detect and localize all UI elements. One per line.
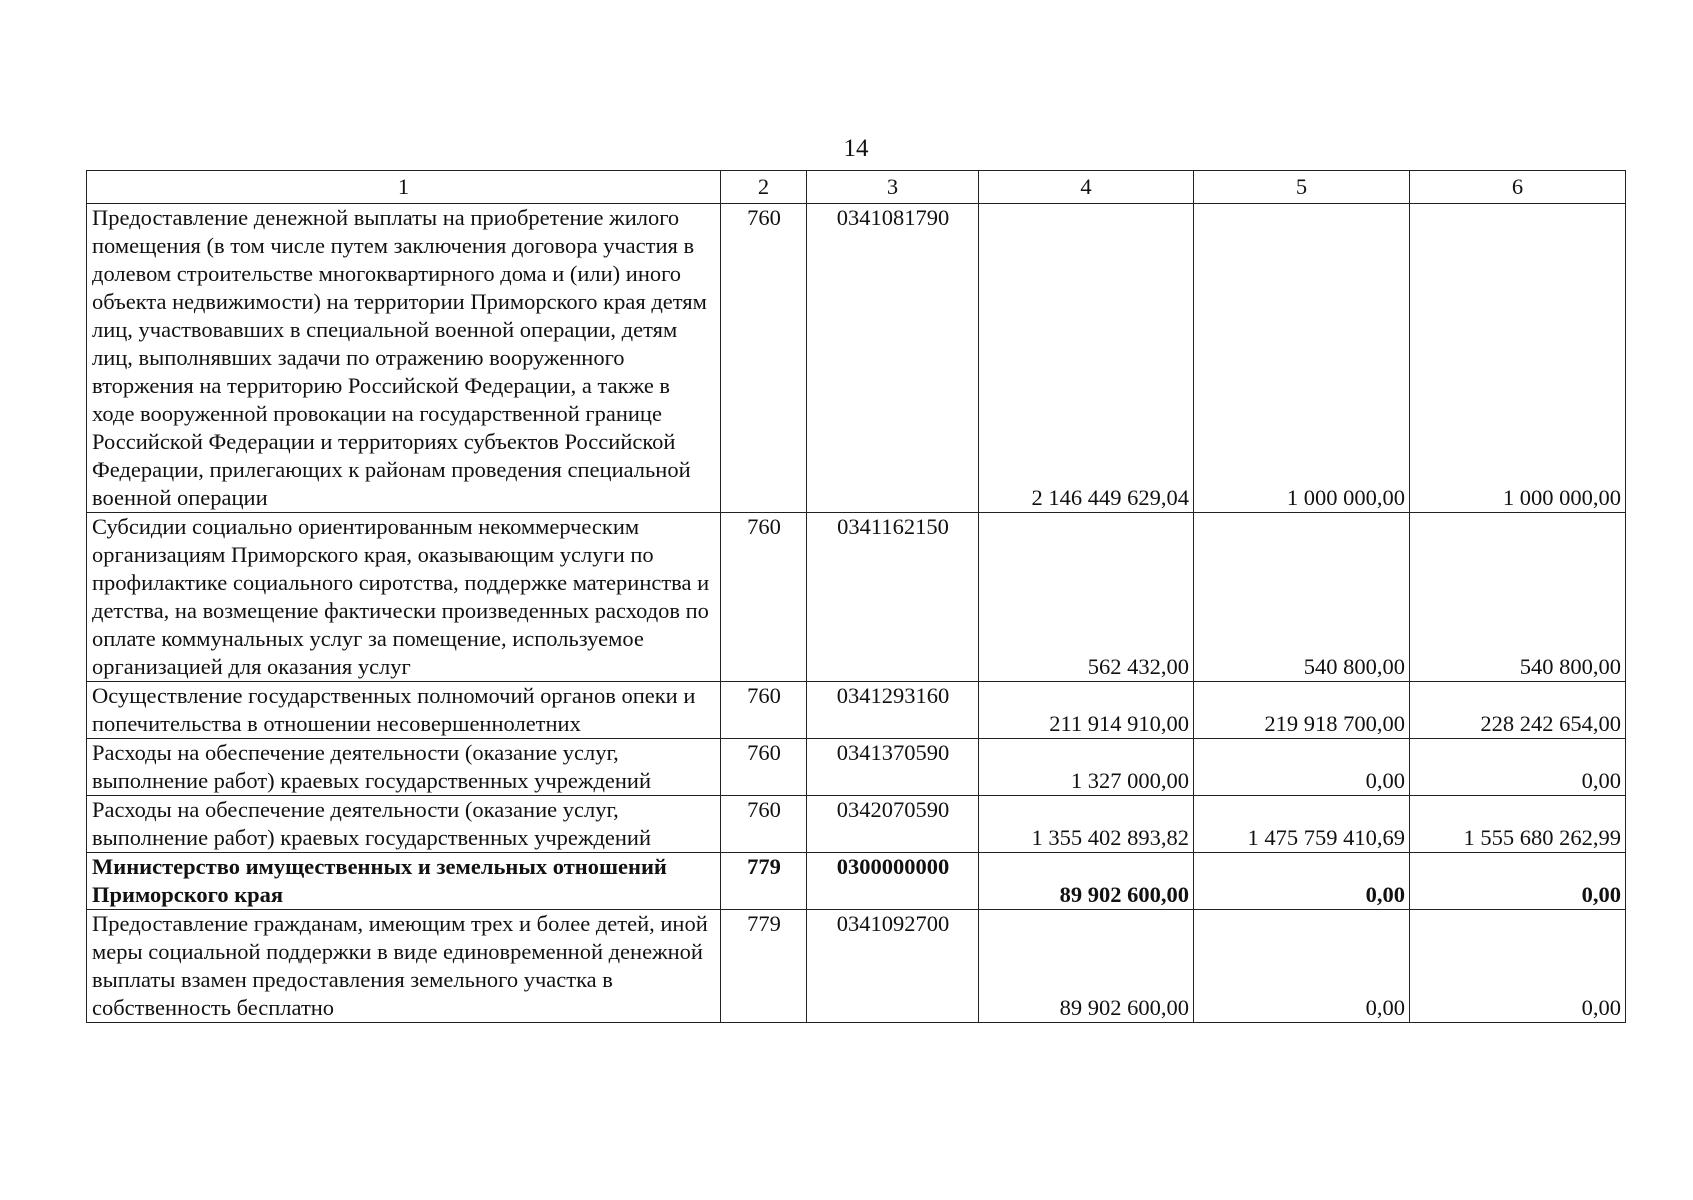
department-code-cell: 779 (721, 853, 807, 910)
target-article-cell: 0341092700 (807, 910, 979, 1023)
table-row (87, 739, 1626, 796)
amount-year1-cell: 89 902 600,00 (979, 853, 1194, 910)
amount-year2-cell: 0,00 (1194, 853, 1410, 910)
target-article-cell: 0341293160 (807, 682, 979, 739)
row-name-cell: Расходы на обеспечение деятельности (оказание услуг, выполнение работ) краевых государственных учреждений (87, 796, 721, 853)
row-name-cell: Осуществление государственных полномочий органов опеки и попечительства в отношении несовершеннолетних (87, 682, 721, 739)
amount-year3-cell: 540 800,00 (1410, 513, 1626, 682)
header-col-3: 3 (807, 171, 979, 204)
table-row-ministry-total (87, 853, 1626, 910)
table-row (87, 204, 1626, 513)
target-article-cell: 0341081790 (807, 204, 979, 513)
amount-year3-cell: 0,00 (1410, 739, 1626, 796)
table-header-row (87, 171, 1626, 204)
amount-year2-cell: 1 000 000,00 (1194, 204, 1410, 513)
target-article-cell: 0341370590 (807, 739, 979, 796)
amount-year1-cell: 1 355 402 893,82 (979, 796, 1194, 853)
amount-year1-cell: 2 146 449 629,04 (979, 204, 1194, 513)
department-code-cell: 760 (721, 796, 807, 853)
table-row (87, 513, 1626, 682)
amount-year1-cell: 1 327 000,00 (979, 739, 1194, 796)
row-name-cell: Министерство имущественных и земельных отношений Приморского края (87, 853, 721, 910)
header-col-2: 2 (721, 171, 807, 204)
department-code-cell: 760 (721, 204, 807, 513)
department-code-cell: 760 (721, 739, 807, 796)
department-code-cell: 779 (721, 910, 807, 1023)
amount-year1-cell: 211 914 910,00 (979, 682, 1194, 739)
amount-year2-cell: 0,00 (1194, 739, 1410, 796)
amount-year2-cell: 219 918 700,00 (1194, 682, 1410, 739)
target-article-cell: 0300000000 (807, 853, 979, 910)
header-col-6: 6 (1410, 171, 1626, 204)
page-number: 14 (843, 135, 869, 162)
table-row (87, 796, 1626, 853)
amount-year3-cell: 0,00 (1410, 910, 1626, 1023)
row-name-cell: Предоставление денежной выплаты на приобретение жилого помещения (в том числе путем заключения договора участия в долевом строительстве многоквартирного дома и (или) иного объекта недвижимости) на территории Приморского края детям лиц, участвовавших в специальной военной операции, детям лиц, выполнявших задачи по отражению вооруженного вторжения на территорию Российской Федерации, а также в ходе вооруженной провокации на государственной границе Российской Федерации и территориях субъектов Российской Федерации, прилегающих к районам проведения специальной военной операции (87, 204, 721, 513)
table-row (87, 682, 1626, 739)
row-name-cell: Субсидии социально ориентированным некоммерческим организациям Приморского края, оказывающим услуги по профилактике социального сиротства, поддержке материнства и детства, на возмещение фактически произведенных расходов по оплате коммунальных услуг за помещение, используемое организацией для оказания услуг (87, 513, 721, 682)
department-code-cell: 760 (721, 513, 807, 682)
header-col-5: 5 (1194, 171, 1410, 204)
row-name-cell: Предоставление гражданам, имеющим трех и более детей, иной меры социальной поддержки в виде единовременной денежной выплаты взамен предоставления земельного участка в собственность бесплатно (87, 910, 721, 1023)
amount-year1-cell: 89 902 600,00 (979, 910, 1194, 1023)
table-row (87, 910, 1626, 1023)
amount-year2-cell: 0,00 (1194, 910, 1410, 1023)
amount-year2-cell: 540 800,00 (1194, 513, 1410, 682)
header-col-4: 4 (979, 171, 1194, 204)
amount-year3-cell: 1 555 680 262,99 (1410, 796, 1626, 853)
amount-year1-cell: 562 432,00 (979, 513, 1194, 682)
amount-year3-cell: 0,00 (1410, 853, 1626, 910)
amount-year2-cell: 1 475 759 410,69 (1194, 796, 1410, 853)
amount-year3-cell: 1 000 000,00 (1410, 204, 1626, 513)
amount-year3-cell: 228 242 654,00 (1410, 682, 1626, 739)
row-name-cell: Расходы на обеспечение деятельности (оказание услуг, выполнение работ) краевых государственных учреждений (87, 739, 721, 796)
target-article-cell: 0341162150 (807, 513, 979, 682)
budget-table (86, 170, 1626, 1023)
target-article-cell: 0342070590 (807, 796, 979, 853)
department-code-cell: 760 (721, 682, 807, 739)
header-col-1: 1 (87, 171, 721, 204)
